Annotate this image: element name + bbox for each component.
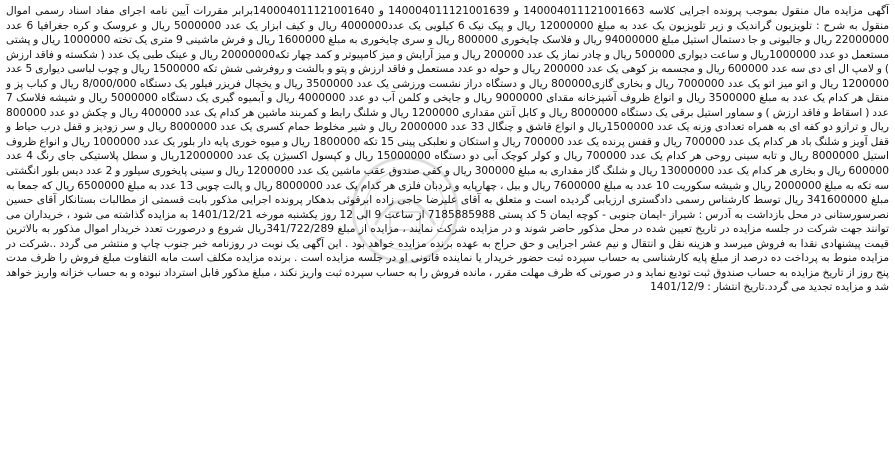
auction-notice-text: آگهی مزایده مال منقول بموجب پرونده اجرایی کلاسه 140004011121001663 و 140004011121001639 و 140004011121001640برابر مقررات آیین نامه اجرای مفاد اسناد رسمی اموال منقول به شرح : تلویزیون گراندیک و زیر تلویزیون یک عدد به مبلغ 12000000 ریال و پیک نیک 6 کیلویی یک عدد4000000 ریال و کیف ابزار یک عدد 5000000 ریال و عروسک و کره جغرافیا 6 عدد 22000000 ریال و جالیونی و جا دستمال استیل مبلغ 94000000 ریال و فلاسک چایخوری 800000 ریال و سری چایخوری به مبلغ 1600000 ریال و فرش ماشینی 9 متری یک تخته 1000000 ریال و پشتی مستعمل دو عدد 1000000ریال و ساعت دیواری 500000 ریال و چادر نماز یک عدد 200000 ریال و میز آرایش و میز کامپیوتر و کمد چهار تکه20000000 ریال و عینک طبی یک عدد ( شکسته و فاقد ارزش ) و لامپ ال ای دی سه عدد 600000 ریال و مجسمه بز کوهی یک عدد 200000 ریال و حوله دو عدد مستعمل و فاقد ارزش و پتو و بالشت و روفرشی شش تکه 1500000 ریال و چوب لباسی دیواری 5 عدد 1200000 ریال و اتو میز اتو یک عدد 7000000 ریال و بخاری گازی800000 ریال و دستگاه دراز نشست ورزشی یک عدد 3500000 ریال و یخچال فریزر فیلور یک دستگاه 8/000/000 ریال و کباب پز و منقل هر کدام یک عدد به مبلغ 3500000 ریال و انواع ظروف آشپزخانه مقدای 9000000 ریال و جایخی و کلمن آب دو عدد 4000000 ریال و آبمیوه گیری یک دستگاه 5000000 ریال و شیشه فلاسک 7 عدد ( اسقاط و فاقد ارزش ) و سماور استیل برقی یک دستگاه 8000000 ریال و کابل آنتن مقداری 1200000 ریال و شلنگ رابط و کمربند ماشین هر کدام یک عدد 400000 ریال و چکش دو عدد 800000 ریال و ترازو دو کفه ای به همراه تعدادی وزنه یک عدد 1500000ریال و انواع قاشق و چنگال 33 عدد 2000000 ریال و شیر مخلوط حمام کسری یک عدد 8000000 ریال و سر زودپز و قفل درب حیاط و قفل آویز و شلنگ باد هر کدام یک عدد 700000 ریال و قفس پرنده یک عدد 700000 ریال و استکان و نعلبکی پینی 15 تکه 1800000 ریال و میوه خوری پایه دار بلور یک عدد 1000000 ریال و انواع ظروف استیل 8000000 ریال و تابه سینی روحی هر کدام یک عدد 700000 ریال و کولر کوچک آبی دو دستگاه 15000000 ریال و کپسول اکسیژن یک عدد 12000000ریال و سطل پلاستیکی جای رنگ 4 عدد 600000 ریال و بخاری هر کدام یک عدد 13000000 ریال و شلنگ گاز مقداری به مبلغ 300000 ریال و کفی صندوق عقب ماشین یک عدد 1200000 ریال و سینی پایخوری سیلور و 2 عدد دیس بلور انگشتی سه تکه به مبلغ 2000000 ریال و شیشه سکوریت 10 عدد به مبلغ 7600000 ریال و بیل ، چهارپایه و نردبان فلزی هر کدام یک عدد 8000000 ریال و پالت چوبی 13 عدد به مبلغ 6500000 ریال که جمعا به مبلغ 341600000 ریال توسط کارشناس رسمی دادگستری ارزیابی گردیده است و متعلق به آقای علیرضا حاجی زاده ابرقوئی بدهکار پرونده اجرایی مذکور بابت قسمتی از مطالبات بستانکار آقای حسین نصرسورستانی در محل بازداشت به آدرس : شیراز -ایمان جنوبی - کوچه ایمان 5 کد پستی 7185885988 از ساعت 9 الی 12 روز یکشنبه مورخه 1401/12/21 به مزایده گذاشته می شود ، خریداران می توانند جهت شرکت در جلسه مزایده در تاریخ تعیین شده در محل مذکور حاضر شوند و در مزایده شرکت نمایند ، مزایده از مبلغ 341/722/289ریال شروع و درصورت تعدد خریدار اموال مذکور به بالاترین قیمت پیشنهادی نقدا به فروش میرسد و هزینه نقل و انتقال و نیم عشر اجرایی و حق حراج به عهده برنده مزایده خواهد بود . این آگهی یک نوبت در روزنامه خبر جنوب چاپ و منتشر می گردد ..شرکت در مزایده منوط به پرداخت ده درصد از مبلغ پایه کارشناسی به حساب سپرده ثبت حضور خریدار یا نماینده قانونی او در جلسه مزایده است . برنده مزایده مکلف است مابه التفاوت مبلغ فروش را ظرف مدت پنج روز از تاریخ مزایده به حساب صندوق ثبت تودیع نماید و در صورتی که ظرف مهلت مقرر ، مانده فروش را به حساب سپرده ثبت واریز نکند ، مبلغ مذکور قابل استرداد نبوده و به حساب خزانه واریز خواهد شد و مزایده تجدید می گردد.تاریخ انتشار : 1401/12/9 bbox=[6, 5, 890, 294]
